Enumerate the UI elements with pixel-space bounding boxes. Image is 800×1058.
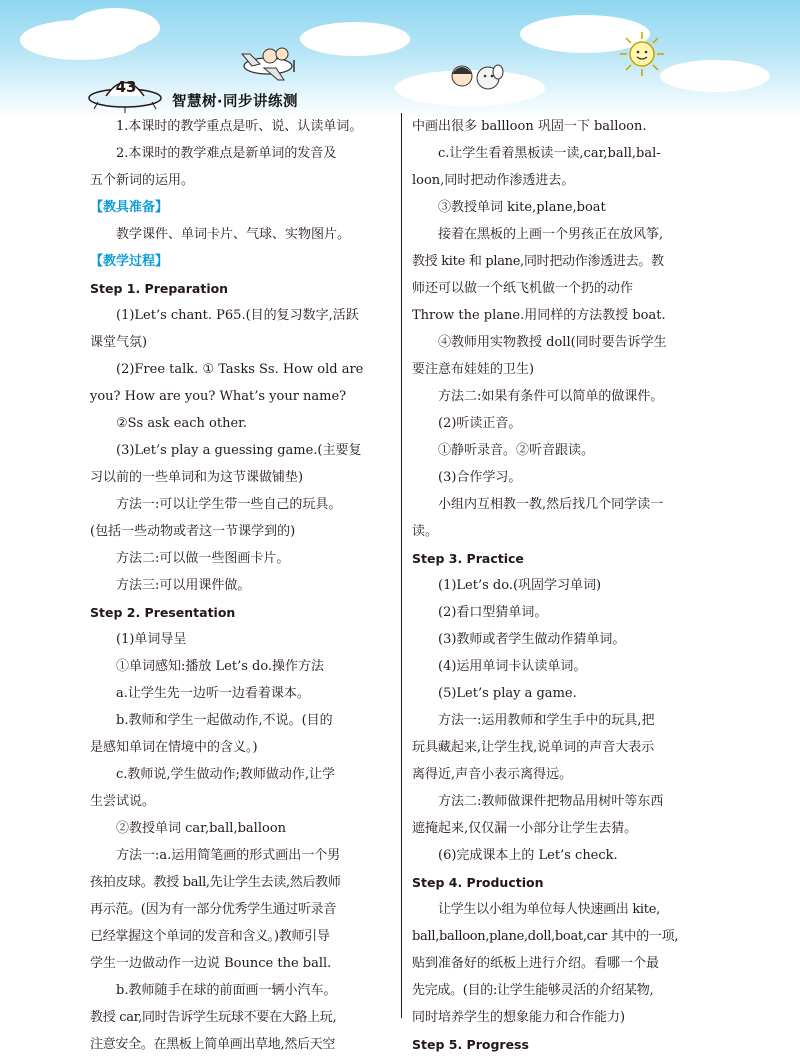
text-line: 小组内互相教一教,然后找几个同学读一 <box>438 497 664 512</box>
text-line: ②Ss ask each other. <box>116 416 248 431</box>
text-line: (5)Let’s play a game. <box>438 686 577 701</box>
text-line: (2)Free talk. ① Tasks Ss. How old are <box>116 362 364 377</box>
cloud-decoration <box>300 22 410 56</box>
text-line: 是感知单词在情境中的含义。) <box>90 740 258 755</box>
text-line: ④教师用实物教授 doll(同时要告诉学生 <box>438 335 667 350</box>
text-line: 读。 <box>412 524 439 539</box>
text-line: 生尝试说。 <box>90 794 156 809</box>
right-column <box>412 113 712 1058</box>
text-line: 方法二:如果有条件可以简单的做课件。 <box>438 389 664 404</box>
text-line: b.教师随手在球的前面画一辆小汽车。 <box>116 983 337 998</box>
text-line: 方法二:可以做一些图画卡片。 <box>116 551 290 566</box>
text-line: loon,同时把动作渗透进去。 <box>412 173 575 188</box>
text-line: 方法一:a.运用简笔画的形式画出一个男 <box>116 848 341 863</box>
text-line: 再示范。(因为有一部分优秀学生通过听录音 <box>90 902 337 917</box>
text-line: 离得近,声音小表示离得远。 <box>412 767 573 782</box>
text-line: 遮掩起来,仅仅漏一小部分让学生去猜。 <box>412 821 638 836</box>
text-line: 习以前的一些单词和为这节课做铺垫) <box>90 470 304 485</box>
text-line: 先完成。(目的:让学生能够灵活的介绍某物, <box>412 983 654 998</box>
text-line: ball,balloon,plane,doll,boat,car 其中的一项, <box>412 929 679 944</box>
text-line: (包括一些动物或者这一节课学到的) <box>90 524 296 539</box>
text-line: 方法一:可以让学生带一些自己的玩具。 <box>116 497 342 512</box>
text-line: 玩具藏起来,让学生找,说单词的声音大表示 <box>412 740 655 755</box>
text-line: 接着在黑板的上画一个男孩正在放风筝, <box>438 227 664 242</box>
text-line: (1)单词导呈 <box>116 632 187 647</box>
step-heading: Step 1. Preparation <box>90 281 229 296</box>
column-divider <box>401 113 402 1018</box>
text-line: ②教授单词 car,ball,balloon <box>116 821 287 836</box>
series-title: 智慧树·同步讲练测 <box>172 94 299 110</box>
step-heading: Step 3. Practice <box>412 551 524 566</box>
text-line: (3)合作学习。 <box>438 470 522 485</box>
text-line: 同时培养学生的想象能力和合作能力) <box>412 1010 626 1025</box>
text-line: Throw the plane.用同样的方法教授 boat. <box>412 308 666 323</box>
text-line: 师还可以做一个纸飞机做一个扔的动作 <box>412 281 634 296</box>
text-line: 教授 car,同时告诉学生玩球不要在大路上玩, <box>90 1010 337 1025</box>
text-line: (3)Let’s play a guessing game.(主要复 <box>116 443 362 458</box>
page-number: 43 <box>115 78 137 96</box>
section-heading: 【教学过程】 <box>90 254 169 269</box>
sun-icon <box>618 30 666 78</box>
text-line: 1.本课时的教学重点是听、说、认读单词。 <box>116 119 363 134</box>
text-line: c.让学生看着黑板读一读,car,ball,bal- <box>438 146 661 161</box>
text-line: (6)完成课本上的 Let’s check. <box>438 848 618 863</box>
text-line: 2.本课时的教学难点是新单词的发音及 <box>116 146 337 161</box>
cloud-decoration <box>70 8 160 48</box>
text-line: b.教师和学生一起做动作,不说。(目的 <box>116 713 333 728</box>
text-line: ①静听录音。②听音跟读。 <box>438 443 595 458</box>
text-line: ③教授单词 kite,plane,boat <box>438 200 606 215</box>
text-line: 要注意布娃娃的卫生) <box>412 362 535 377</box>
step-heading: Step 5. Progress <box>412 1037 529 1052</box>
text-line: (1)Let’s chant. P65.(目的复习数字,活跃 <box>116 308 359 323</box>
text-line: (1)Let’s do.(巩固学习单词) <box>438 578 602 593</box>
text-line: 让学生以小组为单位每人快速画出 kite, <box>438 902 660 917</box>
text-line: 贴到准备好的纸板上进行介绍。看哪一个最 <box>412 956 660 971</box>
cloud-decoration <box>660 60 770 92</box>
kids-cartoon-icon <box>436 56 516 100</box>
text-line: (2)看口型猜单词。 <box>438 605 548 620</box>
step-heading: Step 4. Production <box>412 875 544 890</box>
text-line: 课堂气氛) <box>90 335 148 350</box>
plane-cartoon-icon <box>238 42 302 82</box>
left-column <box>90 113 390 1058</box>
text-line: 教授 kite 和 plane,同时把动作渗透进去。教 <box>412 254 664 269</box>
text-line: a.让学生先一边听一边看着课本。 <box>116 686 310 701</box>
text-line: 教学课件、单词卡片、气球、实物图片。 <box>116 227 351 242</box>
text-line: 孩拍皮球。教授 ball,先让学生去读,然后教师 <box>90 875 341 890</box>
text-line: 五个新词的运用。 <box>90 173 195 188</box>
section-heading: 【教具准备】 <box>90 200 169 215</box>
text-line: 学生一边做动作一边说 Bounce the ball. <box>90 956 332 971</box>
step-heading: Step 2. Presentation <box>90 605 236 620</box>
text-line: c.教师说,学生做动作;教师做动作,让学 <box>116 767 336 782</box>
text-line: (2)听读正音。 <box>438 416 522 431</box>
text-line: 方法三:可以用课件做。 <box>116 578 251 593</box>
text-line: 注意安全。在黑板上简单画出草地,然后天空 <box>90 1037 336 1052</box>
text-line: 中画出很多 ballloon 巩固一下 balloon. <box>412 119 647 134</box>
text-line: (4)运用单词卡认读单词。 <box>438 659 587 674</box>
text-line: 已经掌握这个单词的发音和含义。)教师引导 <box>90 929 330 944</box>
text-line: 方法二:教师做课件把物品用树叶等东西 <box>438 794 664 809</box>
text-line: you? How are you? What’s your name? <box>90 389 347 404</box>
text-line: ①单词感知:播放 Let’s do.操作方法 <box>116 659 325 674</box>
text-line: 方法一:运用教师和学生手中的玩具,把 <box>438 713 655 728</box>
text-line: (3)教师或者学生做动作猜单词。 <box>438 632 626 647</box>
